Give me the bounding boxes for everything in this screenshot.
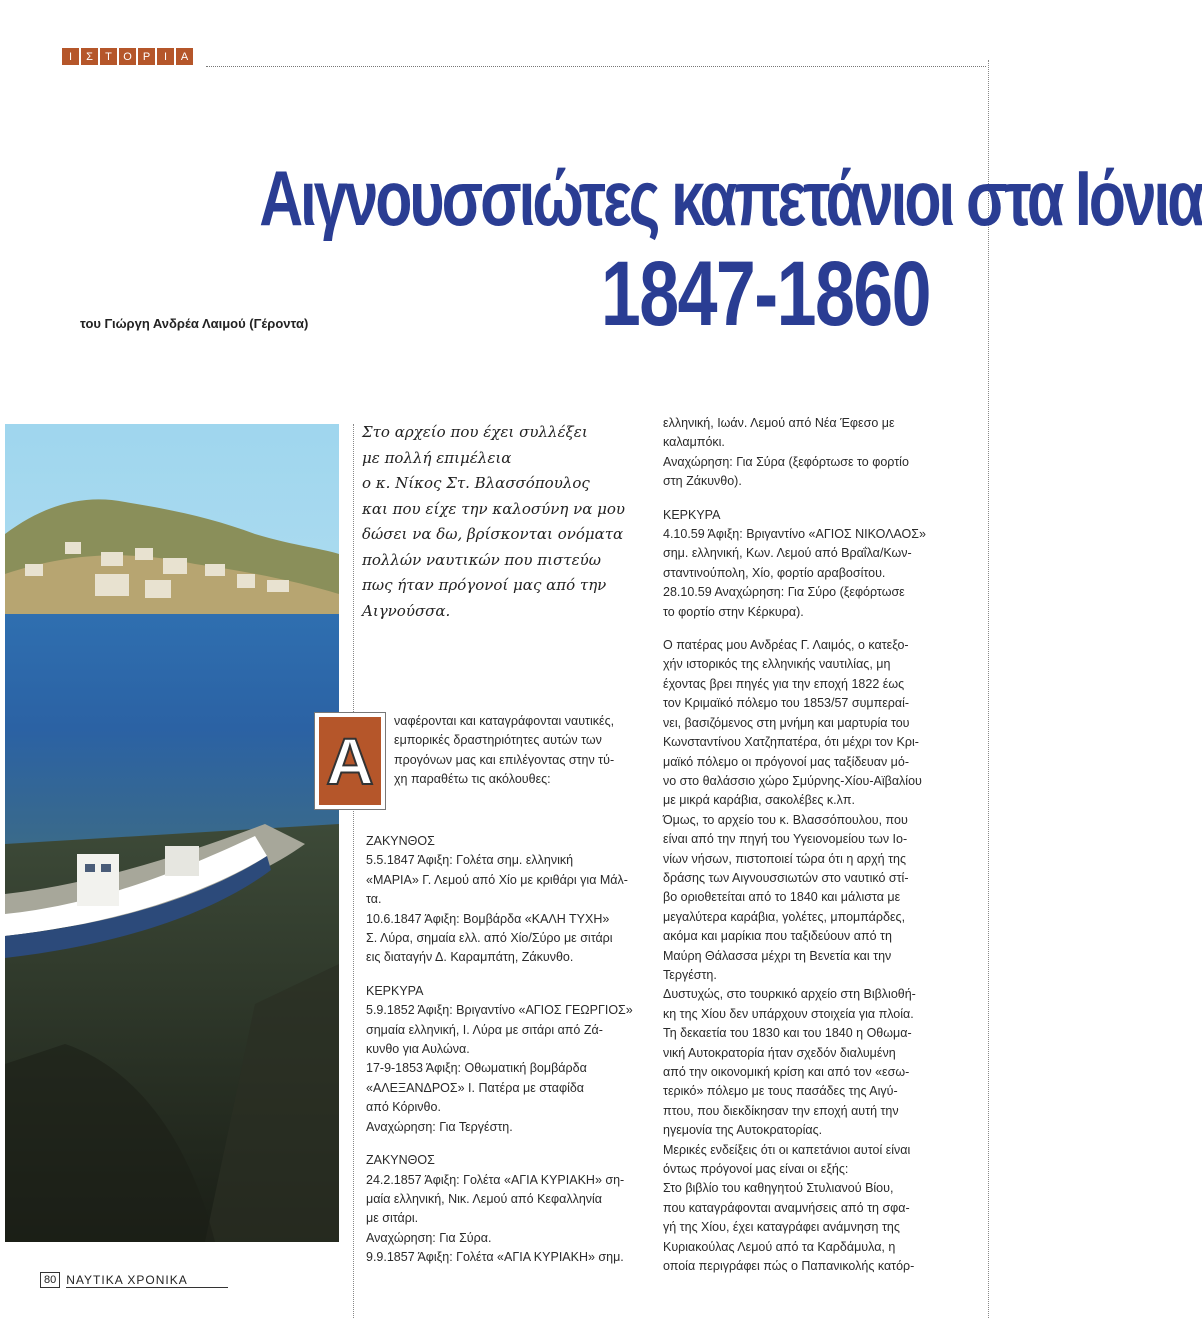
top-divider [206,66,986,67]
text-line: οποία περιγράφει πώς ο Παπανικολής κατόρ- [663,1259,915,1274]
intro-line: πολλών ναυτικών που πιστεύω [362,550,601,569]
text-line: «ΜΑΡΙΑ» Γ. Λεμού από Χίο με κριθάρι για Μάλ- [366,872,628,887]
text-line: σημαία ελληνική, Ι. Λύρα με σιτάρι από Ζά- [366,1022,603,1037]
text-line: 24.2.1857 Άφιξη: Γολέτα «ΑΓΙΑ ΚΥΡΙΑΚΗ» ση- [366,1172,625,1187]
text-line: νική Αυτοκρατορία ήταν σχεδόν διαλυμένη [663,1045,896,1060]
title-line-2: 1847-1860 [600,243,930,345]
text-line: 9.9.1857 Άφιξη: Γολέτα «ΑΓΙΑ ΚΥΡΙΑΚΗ» σημ. [366,1250,624,1265]
text-line: σημ. ελληνική, Κων. Λεμού από Βραΐλα/Κων- [663,546,912,561]
text-line: ΖΑΚΥΝΘΟΣ [366,834,435,848]
text-line: είναι από την πηγή του Υγειονομείου των Ιο- [663,832,908,847]
text-line: Σ. Λύρα, σημαία ελλ. από Χίο/Σύρο με σιτάρι [366,931,613,946]
text-line: Μαύρη Θάλασσα μέχρι τη Βενετία και την [663,948,892,963]
text-line: Μερικές ενδείξεις ότι οι καπετάνιοι αυτοί είναι [663,1142,911,1157]
text-line: μαϊκό πόλεμο οι πρόγονοί μας ταξίδευαν μό- [663,754,909,769]
text-line: κυνθο για Αυλώνα. [366,1042,470,1057]
magazine-name: ΝΑΥΤΙΚΑ ΧΡΟΝΙΚΑ [66,1273,227,1288]
text-line: χήν ιστορικός της ελληνικής ναυτιλίας, μη [663,657,891,672]
text-line: από την οικονομική κρίση και από τον «εσω- [663,1065,910,1079]
drop-cap [314,712,386,810]
paragraph-gap [663,492,937,506]
text-line: «ΑΛΕΞΑΝΔΡΟΣ» Ι. Πατέρα με σταφίδα [366,1080,585,1095]
text-line: ΖΑΚΥΝΘΟΣ [366,1153,435,1168]
text-line: ηγεμονία της Αυτοκρατορίας. [663,1123,823,1138]
text-line: 10.6.1847 Άφιξη: Βομβάρδα «ΚΑΛΗ ΤΥΧΗ» [366,911,610,926]
column-divider [353,424,354,1318]
text-line: Κωνσταντίνου Χατζηπατέρα, ότι μέχρι τον Κρι- [663,735,919,750]
text-line: το φορτίο στην Κέρκυρα). [663,604,804,619]
text-line: 4.10.59 Άφιξη: Βριγαντίνο «ΑΓΙΟΣ ΝΙΚΟΛΑΟΣ» [663,527,926,542]
text-line: δράσης των Αιγνουσσιωτών στο ναυτικό στί- [663,870,909,885]
text-line: ελληνική, Ιωάν. Λεμού από Νέα Έφεσο με [663,416,895,430]
section-letter: Τ [100,48,117,65]
text-line: Αναχώρηση: Για Τεργέστη. [366,1119,513,1134]
text-line: έχοντας βρει πηγές για την εποχή 1822 έως [663,676,905,691]
text-line: νο στο θαλάσσιο χώρο Σμύρνης-Χίου-Αϊβαλίου [663,773,922,788]
text-line: Αναχώρηση: Για Σύρα. [366,1230,492,1245]
byline: του Γιώργη Ανδρέα Λαιμού (Γέροντα) [80,316,309,331]
lead-paragraph [394,712,644,790]
intro-line: Στο αρχείο που έχει συλλέξει [362,423,588,441]
text-line: πτου, που διεκδίκησαν την εποχή αυτή την [663,1103,899,1118]
text-line: καλαμπόκι. [663,435,725,450]
text-line: στη Ζάκυνθο). [663,474,742,489]
section-letter: Ρ [138,48,155,65]
text-line: ναφέρονται και καταγράφονται ναυτικές, [394,714,615,728]
text-line: Ο πατέρας μου Ανδρέας Γ. Λαιμός, ο κατεξο- [663,638,909,653]
paragraph-gap [366,1137,638,1151]
text-line: 5.5.1847 Άφιξη: Γολέτα σημ. ελληνική [366,853,574,868]
section-letter: Ι [157,48,174,65]
section-tag [62,48,193,65]
section-letter: Σ [81,48,98,65]
text-line: από Κόρινθο. [366,1100,441,1115]
text-line: Τεργέστη. [663,967,717,982]
paragraph-gap [366,968,638,982]
intro-line: πως ήταν πρόγονοί μας από την [362,576,607,594]
text-line: εις διαταγήν Δ. Καραμπάτη, Ζάκυνθο. [366,950,574,965]
text-line: 5.9.1852 Άφιξη: Βριγαντίνο «ΑΓΙΟΣ ΓΕΩΡΓΙΟΣ» [366,1003,633,1018]
text-line: σταντινούπολη, Χίο, φορτίο αραβοσίτου. [663,565,886,580]
text-line: Τη δεκαετία του 1830 και του 1840 η Οθωμα- [663,1026,912,1041]
paragraph-gap [663,622,937,636]
intro-line: με πολλή επιμέλεια [362,448,512,467]
drop-cap-letter: Α [319,717,381,805]
harbor-photo [5,424,339,1242]
article-title [259,150,1202,345]
page-number: 80 [40,1272,60,1288]
text-line: Αναχώρηση: Για Σύρα (ξεφόρτωσε το φορτίο [663,454,909,469]
text-line: ΚΕΡΚΥΡΑ [366,983,424,998]
intro-line: Αιγνούσσα. [362,601,451,620]
intro-line: και που είχε την καλοσύνη να μου [362,499,626,518]
section-letter: Ι [62,48,79,65]
right-divider [988,60,989,1318]
text-line: ακόμα και μαρίκια που ταξιδεύουν από τη [663,929,892,944]
text-line: όντως πρόγονοί μας είναι οι εξής: [663,1162,849,1177]
section-letter: Α [176,48,193,65]
text-line: Δυστυχώς, στο τουρκικό αρχείο στη Βιβλιοθή- [663,987,916,1002]
text-line: τα. [366,892,382,907]
text-line: με σιτάρι. [366,1211,419,1226]
middle-column [366,832,638,1268]
text-line: Όμως, το αρχείο του κ. Βλασσόπουλου, που [663,812,908,827]
right-column [663,414,937,1276]
text-line: μαία ελληνική, Νικ. Λεμού από Κεφαλληνία [366,1191,603,1206]
text-line: τερικό» πόλεμο με τους πασάδες της Αιγύ- [663,1084,898,1099]
text-line: γή της Χίου, έχει καταγράφει ανάμνηση της [663,1220,900,1235]
text-line: τον Κριμαϊκό πόλεμο του 1853/57 συμπεραί- [663,696,910,711]
text-line: κη της Χίου δεν υπάρχουν στοιχεία για πλοία. [663,1006,914,1021]
text-line: Στο βιβλίο του καθηγητού Στυλιανού Βίου, [663,1181,894,1196]
text-line: χη παραθέτω τις ακόλουθες: [394,772,551,787]
text-line: μεγαλύτερα καράβια, γολέτες, μπομπάρδες, [663,909,906,924]
text-line: ΚΕΡΚΥΡΑ [663,507,721,522]
page-footer [40,1272,228,1288]
title-line-1: Αιγνουσσιώτες καπετάνιοι στα Ιόνια [259,154,1202,242]
section-letter: Ο [119,48,136,65]
text-line: 28.10.59 Αναχώρηση: Για Σύρο (ξεφόρτωσε [663,585,905,600]
text-line: 17-9-1853 Άφιξη: Οθωματική βομβάρδα [366,1061,587,1076]
text-line: προγόνων μας και επιλέγοντας στην τύ- [394,752,615,767]
intro-line: ο κ. Νίκος Στ. Βλασσόπουλος [362,474,590,492]
text-line: νίων νήσων, πιστοποιεί τώρα ότι η αρχή της [663,851,906,866]
text-line: που καταγράφονται αναμνήσεις από τη σφα- [663,1200,910,1215]
text-line: εμπορικές δραστηριότητες αυτών των [394,733,602,748]
text-line: βο οριοθετείται από το 1840 και μάλιστα με [663,890,901,905]
text-line: Κυριακούλας Λεμού από τα Καρδάμυλα, η [663,1239,896,1254]
text-line: με μικρά καράβια, σακολέβες κ.λπ. [663,793,855,808]
intro-quote [362,420,632,624]
intro-line: δώσει να δω, βρίσκονται ονόματα [362,525,624,543]
text-line: νει, βασιζόμενος στη μνήμη και μαρτυρία του [663,715,910,730]
